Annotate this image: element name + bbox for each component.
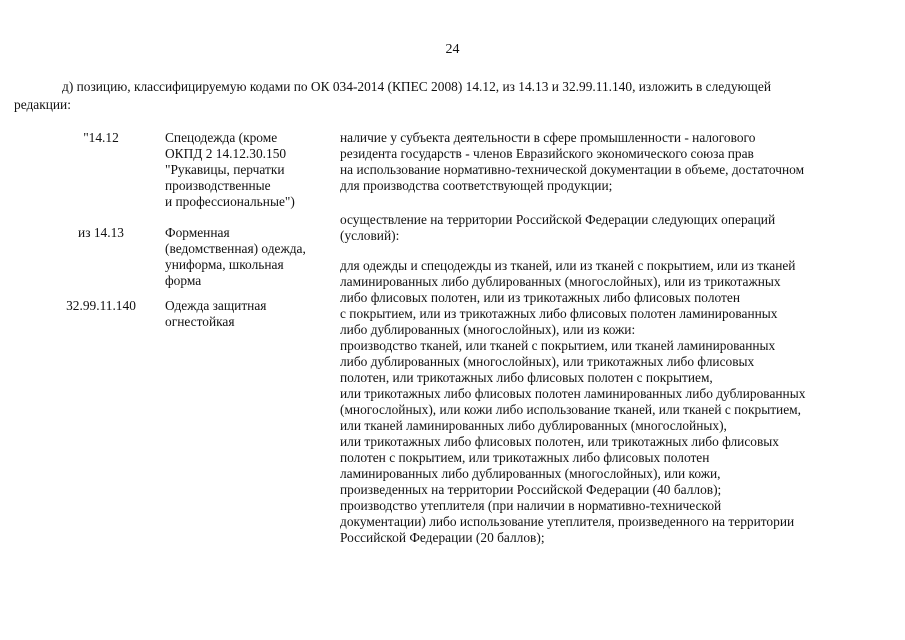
condition-line: с покрытием, или из трикотажных либо флисовых полотен ламинированных xyxy=(340,306,778,321)
row-name-14-13 xyxy=(165,225,335,289)
intro-line-1: д) позицию, классифицируемую кодами по ОК 034-2014 (КПЕС 2008) 14.12, из 14.13 и 32.99.11.140, изложить в следующей xyxy=(62,79,771,94)
condition-line: или трикотажных либо флисовых полотен, или трикотажных либо флисовых xyxy=(340,434,779,449)
row-code-32-99-11-140: 32.99.11.140 xyxy=(66,298,136,313)
condition-line: произведенных на территории Российской Федерации (40 баллов); xyxy=(340,482,722,497)
condition-line: полотен, или трикотажных либо флисовых полотен с покрытием, xyxy=(340,370,713,385)
condition-line: ламинированных либо дублированных (многослойных), или кожи, xyxy=(340,466,721,481)
name-line: Спецодежда (кроме xyxy=(165,130,278,145)
condition-line: ламинированных либо дублированных (многослойных), или из трикотажных xyxy=(340,274,781,289)
condition-line: (многослойных), или кожи либо использование тканей, или тканей с покрытием, xyxy=(340,402,801,417)
name-line: "Рукавицы, перчатки xyxy=(165,162,285,177)
name-line: производственные xyxy=(165,178,271,193)
condition-line: (условий): xyxy=(340,228,400,243)
page-number: 24 xyxy=(445,42,460,57)
condition-line: производство утеплителя (при наличии в нормативно-технической xyxy=(340,498,722,513)
intro-paragraph xyxy=(14,78,873,114)
condition-line: полотен с покрытием, или трикотажных либо флисовых полотен xyxy=(340,450,710,465)
conditions-paragraph-2 xyxy=(340,212,885,244)
intro-line-2: редакции: xyxy=(14,97,71,112)
name-line: форма xyxy=(165,273,202,288)
row-code-14-13: из 14.13 xyxy=(78,225,124,240)
condition-line: либо дублированных (многослойных), или из кожи: xyxy=(340,322,636,337)
name-line: ОКПД 2 14.12.30.150 xyxy=(165,146,287,161)
name-line: огнестойкая xyxy=(165,314,235,329)
condition-line: осуществление на территории Российской Федерации следующих операций xyxy=(340,212,776,227)
row-name-32-99-11-140 xyxy=(165,298,335,330)
condition-line: или тканей ламинированных либо дублированных (многослойных), xyxy=(340,418,727,433)
name-line: и профессиональные") xyxy=(165,194,295,209)
conditions-paragraph-3 xyxy=(340,258,885,546)
condition-line: документации) либо использование утеплителя, произведенного на территории xyxy=(340,514,795,529)
conditions-paragraph-1 xyxy=(340,130,885,194)
name-line: униформа, школьная xyxy=(165,257,284,272)
condition-line: резидента государств - членов Евразийского экономического союза прав xyxy=(340,146,754,161)
condition-line: на использование нормативно-технической документации в объеме, достаточном xyxy=(340,162,805,177)
condition-line: для производства соответствующей продукции; xyxy=(340,178,613,193)
condition-line: Российской Федерации (20 баллов); xyxy=(340,530,545,545)
condition-line: для одежды и спецодежды из тканей, или из тканей с покрытием, или из тканей xyxy=(340,258,796,273)
name-line: Одежда защитная xyxy=(165,298,267,313)
row-code-14-12: "14.12 xyxy=(83,130,119,145)
name-line: Форменная xyxy=(165,225,230,240)
condition-line: производство тканей, или тканей с покрытием, или тканей ламинированных xyxy=(340,338,776,353)
condition-line: либо дублированных (многослойных), или трикотажных либо флисовых xyxy=(340,354,755,369)
name-line: (ведомственная) одежда, xyxy=(165,241,306,256)
condition-line: наличие у субъекта деятельности в сфере промышленности - налогового xyxy=(340,130,756,145)
row-name-14-12 xyxy=(165,130,335,210)
condition-line: либо флисовых полотен, или из трикотажных либо флисовых полотен xyxy=(340,290,740,305)
condition-line: или трикотажных либо флисовых полотен ламинированных либо дублированных xyxy=(340,386,806,401)
